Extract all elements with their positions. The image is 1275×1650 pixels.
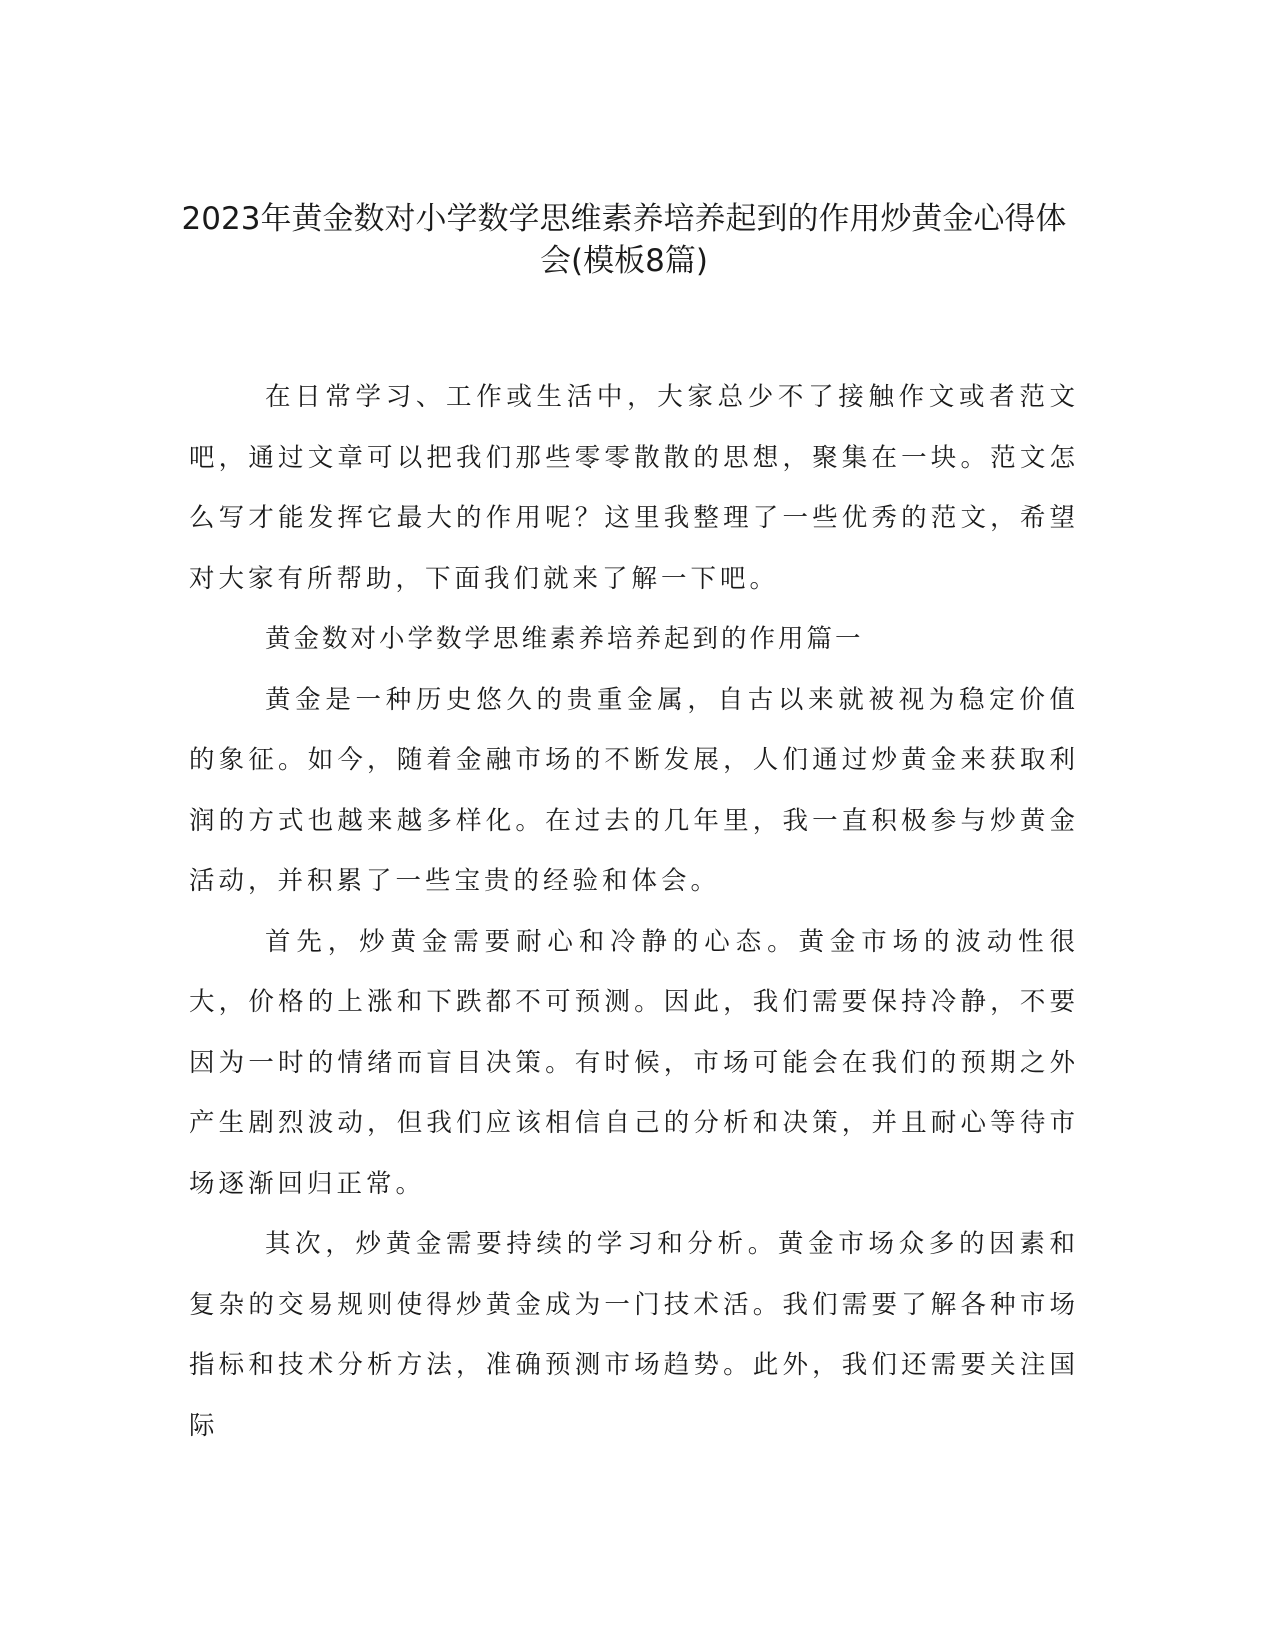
intro-paragraph: 在日常学习、工作或生活中，大家总少不了接触作文或者范文吧，通过文章可以把我们那些零零散散的思想，聚集在一块。范文怎么写才能发挥它最大的作用呢？这里我整理了一些优秀的范文，希望对大家有所帮助，下面我们就来了解一下吧。 (189, 382, 1079, 594)
document-body (189, 367, 1079, 1456)
body-paragraph: 首先，炒黄金需要耐心和冷静的心态。黄金市场的波动性很大，价格的上涨和下跌都不可预测。因此，我们需要保持冷静，不要因为一时的情绪而盲目决策。有时候，市场可能会在我们的预期之外产生剧烈波动，但我们应该相信自己的分析和决策，并且耐心等待市场逐渐回归正常。 (189, 926, 1079, 1199)
section-heading: 黄金数对小学数学思维素养培养起到的作用篇一 (265, 624, 864, 654)
document-title: 2023年黄金数对小学数学思维素养培养起到的作用炒黄金心得体会(模板8篇) (181, 201, 1067, 279)
body-paragraph: 其次，炒黄金需要持续的学习和分析。黄金市场众多的因素和复杂的交易规则使得炒黄金成为一门技术活。我们需要了解各种市场指标和技术分析方法，准确预测市场趋势。此外，我们还需要关注国际 (189, 1229, 1079, 1441)
body-paragraph: 黄金是一种历史悠久的贵重金属，自古以来就被视为稳定价值的象征。如今，随着金融市场的不断发展，人们通过炒黄金来获取利润的方式也越来越多样化。在过去的几年里，我一直积极参与炒黄金活动，并积累了一些宝贵的经验和体会。 (189, 684, 1079, 896)
